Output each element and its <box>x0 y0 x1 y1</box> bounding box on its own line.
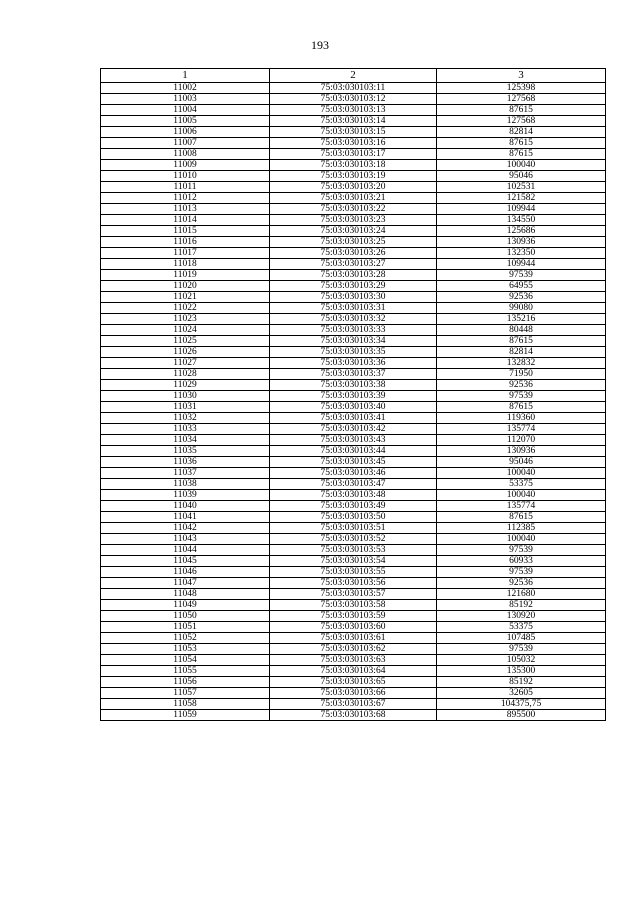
cell-cadastral-number: 75:03:030103:64 <box>270 666 437 677</box>
cell-value: 71950 <box>437 369 606 380</box>
cell-number: 11012 <box>101 193 270 204</box>
cell-cadastral-number: 75:03:030103:33 <box>270 325 437 336</box>
cell-number: 11035 <box>101 446 270 457</box>
cell-cadastral-number: 75:03:030103:57 <box>270 589 437 600</box>
cell-cadastral-number: 75:03:030103:66 <box>270 688 437 699</box>
cell-value: 100040 <box>437 490 606 501</box>
cell-value: 135774 <box>437 424 606 435</box>
cell-value: 105032 <box>437 655 606 666</box>
cell-value: 87615 <box>437 138 606 149</box>
cell-number: 11007 <box>101 138 270 149</box>
cell-cadastral-number: 75:03:030103:20 <box>270 182 437 193</box>
cell-value: 95046 <box>437 457 606 468</box>
cell-number: 11014 <box>101 215 270 226</box>
cell-number: 11017 <box>101 248 270 259</box>
cell-cadastral-number: 75:03:030103:58 <box>270 600 437 611</box>
cell-number: 11055 <box>101 666 270 677</box>
table-row <box>101 556 606 567</box>
cell-cadastral-number: 75:03:030103:31 <box>270 303 437 314</box>
cell-number: 11036 <box>101 457 270 468</box>
cell-cadastral-number: 75:03:030103:68 <box>270 710 437 721</box>
table-row <box>101 204 606 215</box>
cell-cadastral-number: 75:03:030103:59 <box>270 611 437 622</box>
table-row <box>101 479 606 490</box>
table-row <box>101 314 606 325</box>
cell-number: 11010 <box>101 171 270 182</box>
cell-number: 11043 <box>101 534 270 545</box>
cell-number: 11042 <box>101 523 270 534</box>
table-row <box>101 358 606 369</box>
table-row <box>101 677 606 688</box>
cell-number: 11029 <box>101 380 270 391</box>
table-row <box>101 215 606 226</box>
cell-cadastral-number: 75:03:030103:55 <box>270 567 437 578</box>
table-row <box>101 622 606 633</box>
cell-number: 11058 <box>101 699 270 710</box>
cell-number: 11046 <box>101 567 270 578</box>
cell-number: 11031 <box>101 402 270 413</box>
table-row <box>101 534 606 545</box>
table-row <box>101 710 606 721</box>
cell-value: 127568 <box>437 94 606 105</box>
table-row <box>101 336 606 347</box>
cell-number: 11006 <box>101 127 270 138</box>
table-row <box>101 325 606 336</box>
cell-cadastral-number: 75:03:030103:41 <box>270 413 437 424</box>
cell-number: 11039 <box>101 490 270 501</box>
cell-value: 85192 <box>437 677 606 688</box>
cell-value: 112070 <box>437 435 606 446</box>
cell-number: 11027 <box>101 358 270 369</box>
cell-cadastral-number: 75:03:030103:56 <box>270 578 437 589</box>
table-row <box>101 94 606 105</box>
cell-cadastral-number: 75:03:030103:14 <box>270 116 437 127</box>
cell-value: 87615 <box>437 336 606 347</box>
table-row <box>101 171 606 182</box>
cell-value: 102531 <box>437 182 606 193</box>
cell-cadastral-number: 75:03:030103:25 <box>270 237 437 248</box>
cell-cadastral-number: 75:03:030103:13 <box>270 105 437 116</box>
table-row <box>101 578 606 589</box>
cell-value: 100040 <box>437 160 606 171</box>
cell-number: 11037 <box>101 468 270 479</box>
cell-cadastral-number: 75:03:030103:53 <box>270 545 437 556</box>
cell-cadastral-number: 75:03:030103:17 <box>270 149 437 160</box>
cell-number: 11054 <box>101 655 270 666</box>
cell-value: 97539 <box>437 270 606 281</box>
cell-value: 82814 <box>437 127 606 138</box>
cell-cadastral-number: 75:03:030103:18 <box>270 160 437 171</box>
cell-number: 11019 <box>101 270 270 281</box>
cell-cadastral-number: 75:03:030103:15 <box>270 127 437 138</box>
cell-number: 11026 <box>101 347 270 358</box>
table-row <box>101 116 606 127</box>
table-header <box>101 69 606 83</box>
table-row <box>101 347 606 358</box>
cell-number: 11005 <box>101 116 270 127</box>
cell-cadastral-number: 75:03:030103:23 <box>270 215 437 226</box>
cell-cadastral-number: 75:03:030103:38 <box>270 380 437 391</box>
table-row <box>101 369 606 380</box>
cell-value: 64955 <box>437 281 606 292</box>
cell-cadastral-number: 75:03:030103:29 <box>270 281 437 292</box>
cell-cadastral-number: 75:03:030103:48 <box>270 490 437 501</box>
cell-cadastral-number: 75:03:030103:46 <box>270 468 437 479</box>
cell-value: 135216 <box>437 314 606 325</box>
table-row <box>101 83 606 94</box>
table-row <box>101 413 606 424</box>
table-row <box>101 457 606 468</box>
table-row <box>101 435 606 446</box>
table-row <box>101 391 606 402</box>
cell-cadastral-number: 75:03:030103:37 <box>270 369 437 380</box>
table-row <box>101 424 606 435</box>
table-row <box>101 237 606 248</box>
table-row <box>101 600 606 611</box>
cell-number: 11050 <box>101 611 270 622</box>
table-row <box>101 633 606 644</box>
table-row <box>101 545 606 556</box>
cell-value: 125686 <box>437 226 606 237</box>
cell-value: 82814 <box>437 347 606 358</box>
table-row <box>101 512 606 523</box>
cell-number: 11003 <box>101 94 270 105</box>
table-row <box>101 226 606 237</box>
cell-number: 11034 <box>101 435 270 446</box>
cell-cadastral-number: 75:03:030103:22 <box>270 204 437 215</box>
cell-cadastral-number: 75:03:030103:63 <box>270 655 437 666</box>
table-row <box>101 523 606 534</box>
cell-number: 11015 <box>101 226 270 237</box>
cell-value: 32605 <box>437 688 606 699</box>
table-row <box>101 699 606 710</box>
table-row <box>101 292 606 303</box>
cell-number: 11008 <box>101 149 270 160</box>
cell-value: 121582 <box>437 193 606 204</box>
table-row <box>101 105 606 116</box>
table-row <box>101 380 606 391</box>
cell-value: 895500 <box>437 710 606 721</box>
table-row <box>101 655 606 666</box>
cell-value: 107485 <box>437 633 606 644</box>
cell-value: 95046 <box>437 171 606 182</box>
cell-number: 11032 <box>101 413 270 424</box>
page-number: 193 <box>311 38 329 52</box>
cell-value: 87615 <box>437 512 606 523</box>
cell-value: 125398 <box>437 83 606 94</box>
cell-cadastral-number: 75:03:030103:12 <box>270 94 437 105</box>
cell-value: 92536 <box>437 292 606 303</box>
cell-number: 11011 <box>101 182 270 193</box>
cell-cadastral-number: 75:03:030103:51 <box>270 523 437 534</box>
cell-cadastral-number: 75:03:030103:11 <box>270 83 437 94</box>
cell-number: 11028 <box>101 369 270 380</box>
cell-cadastral-number: 75:03:030103:39 <box>270 391 437 402</box>
cell-value: 134550 <box>437 215 606 226</box>
column-header-3: 3 <box>437 69 606 83</box>
cell-value: 97539 <box>437 391 606 402</box>
cell-cadastral-number: 75:03:030103:35 <box>270 347 437 358</box>
table-row <box>101 182 606 193</box>
cell-value: 99080 <box>437 303 606 314</box>
cell-value: 53375 <box>437 622 606 633</box>
cell-cadastral-number: 75:03:030103:32 <box>270 314 437 325</box>
cell-value: 92536 <box>437 578 606 589</box>
cell-value: 87615 <box>437 402 606 413</box>
table-row <box>101 193 606 204</box>
cell-number: 11056 <box>101 677 270 688</box>
cell-value: 87615 <box>437 105 606 116</box>
cell-cadastral-number: 75:03:030103:62 <box>270 644 437 655</box>
cell-value: 127568 <box>437 116 606 127</box>
cell-number: 11044 <box>101 545 270 556</box>
cell-number: 11013 <box>101 204 270 215</box>
column-header-1: 1 <box>101 69 270 83</box>
cell-cadastral-number: 75:03:030103:61 <box>270 633 437 644</box>
table-row <box>101 160 606 171</box>
cell-cadastral-number: 75:03:030103:27 <box>270 259 437 270</box>
table-row <box>101 644 606 655</box>
table-row <box>101 589 606 600</box>
cell-number: 11057 <box>101 688 270 699</box>
cell-value: 132350 <box>437 248 606 259</box>
table-row <box>101 567 606 578</box>
table-row <box>101 688 606 699</box>
cell-number: 11025 <box>101 336 270 347</box>
cell-value: 97539 <box>437 644 606 655</box>
table-row <box>101 490 606 501</box>
cell-cadastral-number: 75:03:030103:36 <box>270 358 437 369</box>
cell-number: 11033 <box>101 424 270 435</box>
cell-value: 80448 <box>437 325 606 336</box>
cell-cadastral-number: 75:03:030103:54 <box>270 556 437 567</box>
table-row <box>101 666 606 677</box>
cell-number: 11052 <box>101 633 270 644</box>
cell-number: 11030 <box>101 391 270 402</box>
cell-value: 109944 <box>437 259 606 270</box>
cell-number: 11002 <box>101 83 270 94</box>
cell-value: 92536 <box>437 380 606 391</box>
cell-cadastral-number: 75:03:030103:67 <box>270 699 437 710</box>
cell-cadastral-number: 75:03:030103:40 <box>270 402 437 413</box>
cell-value: 119360 <box>437 413 606 424</box>
table-body <box>101 83 606 721</box>
cell-value: 87615 <box>437 149 606 160</box>
cell-number: 11021 <box>101 292 270 303</box>
cell-number: 11048 <box>101 589 270 600</box>
cell-value: 130920 <box>437 611 606 622</box>
cell-cadastral-number: 75:03:030103:60 <box>270 622 437 633</box>
cell-value: 60933 <box>437 556 606 567</box>
table-row <box>101 446 606 457</box>
cell-cadastral-number: 75:03:030103:65 <box>270 677 437 688</box>
cell-cadastral-number: 75:03:030103:30 <box>270 292 437 303</box>
cell-cadastral-number: 75:03:030103:16 <box>270 138 437 149</box>
cell-value: 130936 <box>437 446 606 457</box>
cell-number: 11022 <box>101 303 270 314</box>
cell-number: 11038 <box>101 479 270 490</box>
cell-cadastral-number: 75:03:030103:21 <box>270 193 437 204</box>
cell-number: 11041 <box>101 512 270 523</box>
cell-value: 100040 <box>437 468 606 479</box>
cell-number: 11040 <box>101 501 270 512</box>
cell-number: 11053 <box>101 644 270 655</box>
cell-value: 100040 <box>437 534 606 545</box>
table-row <box>101 501 606 512</box>
cell-value: 53375 <box>437 479 606 490</box>
table-row <box>101 259 606 270</box>
cell-cadastral-number: 75:03:030103:28 <box>270 270 437 281</box>
cell-value: 97539 <box>437 567 606 578</box>
cell-number: 11051 <box>101 622 270 633</box>
cell-value: 135300 <box>437 666 606 677</box>
table-row <box>101 611 606 622</box>
cell-number: 11047 <box>101 578 270 589</box>
table-row <box>101 303 606 314</box>
cell-number: 11018 <box>101 259 270 270</box>
table-row <box>101 468 606 479</box>
cell-cadastral-number: 75:03:030103:42 <box>270 424 437 435</box>
data-table <box>100 68 606 721</box>
cell-value: 104375,75 <box>437 699 606 710</box>
cell-cadastral-number: 75:03:030103:50 <box>270 512 437 523</box>
cell-value: 109944 <box>437 204 606 215</box>
table-row <box>101 270 606 281</box>
cell-number: 11016 <box>101 237 270 248</box>
cell-number: 11024 <box>101 325 270 336</box>
cell-value: 130936 <box>437 237 606 248</box>
table-row <box>101 281 606 292</box>
table-row <box>101 127 606 138</box>
cell-number: 11023 <box>101 314 270 325</box>
cell-cadastral-number: 75:03:030103:52 <box>270 534 437 545</box>
cell-cadastral-number: 75:03:030103:34 <box>270 336 437 347</box>
cell-value: 112385 <box>437 523 606 534</box>
cell-number: 11004 <box>101 105 270 116</box>
cell-value: 132832 <box>437 358 606 369</box>
cell-number: 11049 <box>101 600 270 611</box>
cell-number: 11020 <box>101 281 270 292</box>
cell-cadastral-number: 75:03:030103:44 <box>270 446 437 457</box>
cell-value: 97539 <box>437 545 606 556</box>
cell-cadastral-number: 75:03:030103:19 <box>270 171 437 182</box>
column-header-2: 2 <box>270 69 437 83</box>
cell-cadastral-number: 75:03:030103:47 <box>270 479 437 490</box>
table-row <box>101 402 606 413</box>
cell-number: 11009 <box>101 160 270 171</box>
cell-cadastral-number: 75:03:030103:43 <box>270 435 437 446</box>
cell-cadastral-number: 75:03:030103:45 <box>270 457 437 468</box>
cell-value: 135774 <box>437 501 606 512</box>
table-row <box>101 248 606 259</box>
table-row <box>101 138 606 149</box>
cell-number: 11059 <box>101 710 270 721</box>
header-row <box>101 69 606 83</box>
cell-cadastral-number: 75:03:030103:49 <box>270 501 437 512</box>
cell-value: 85192 <box>437 600 606 611</box>
cell-value: 121680 <box>437 589 606 600</box>
cell-cadastral-number: 75:03:030103:24 <box>270 226 437 237</box>
cell-cadastral-number: 75:03:030103:26 <box>270 248 437 259</box>
cell-number: 11045 <box>101 556 270 567</box>
table-row <box>101 149 606 160</box>
